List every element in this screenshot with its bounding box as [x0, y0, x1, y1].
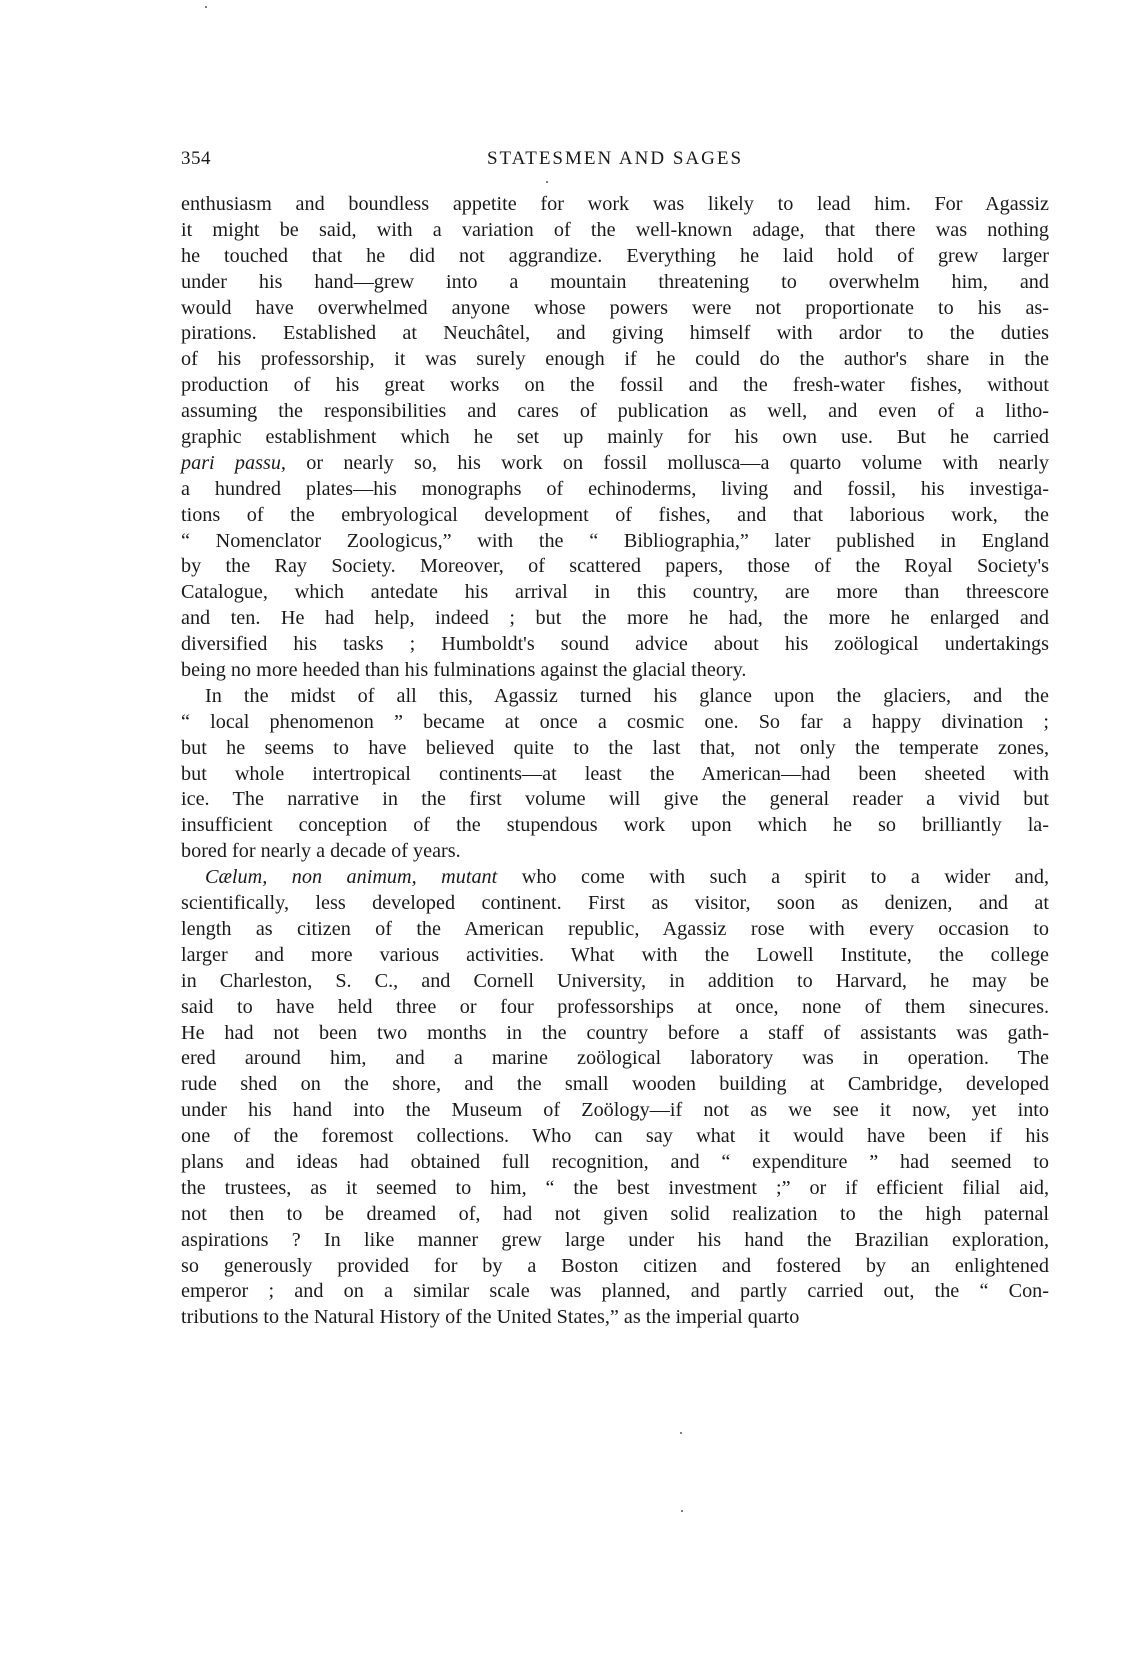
paragraph [181, 865, 1049, 1331]
text-line [181, 1124, 1049, 1150]
line-text: of his professorship, it was surely enough if he could do the author's share in the [181, 348, 1049, 371]
line-text: plans and ideas had obtained full recognition, and “ expenditure ” had seemed to [181, 1150, 1049, 1173]
text-line [181, 425, 1049, 451]
page-header [181, 148, 1049, 178]
line-text: who come with such a spirit to a wider and, [497, 866, 1049, 889]
line-text: rude shed on the shore, and the small wooden building at Cambridge, developed [181, 1073, 1049, 1096]
text-line [181, 192, 1049, 218]
line-text: under his hand into the Museum of Zoölogy—if not as we see it now, yet into [181, 1099, 1049, 1122]
line-text: “ Nomenclator Zoologicus,” with the “ Bibliographia,” later published in England [181, 529, 1049, 552]
text-line [181, 451, 1049, 477]
line-text: one of the foremost collections. Who can say what it would have been if his [181, 1125, 1049, 1148]
line-text: tributions to the Natural History of the United States,” as the imperial quarto [181, 1306, 800, 1329]
text-line [181, 684, 1049, 710]
line-text: a hundred plates—his monographs of echinoderms, living and fossil, his investiga- [181, 477, 1049, 500]
text-line [181, 1254, 1049, 1280]
text-line [181, 399, 1049, 425]
line-text: “ local phenomenon ” became at once a cosmic one. So far a happy divination ; [181, 710, 1049, 733]
text-line [181, 373, 1049, 399]
text-line [181, 1072, 1049, 1098]
text-line [181, 1150, 1049, 1176]
printer-mark [205, 6, 207, 8]
line-text: said to have held three or four professorships at once, none of them sinecures. [181, 995, 1049, 1018]
line-text: being no more heeded than his fulminations against the glacial theory. [181, 659, 747, 682]
line-text: tions of the embryological development of fishes, and that laborious work, the [181, 503, 1049, 526]
text-line [181, 580, 1049, 606]
line-text: aspirations ? In like manner grew large under his hand the Brazilian exploration, [181, 1228, 1049, 1251]
line-text: bored for nearly a decade of years. [181, 840, 461, 863]
line-text: emperor ; and on a similar scale was planned, and partly carried out, the “ Con- [181, 1280, 1049, 1303]
text-line [181, 1098, 1049, 1124]
text-line [181, 1046, 1049, 1072]
text-line [181, 969, 1049, 995]
text-line [181, 632, 1049, 658]
line-text: He had not been two months in the country before a staff of assistants was gath- [181, 1021, 1049, 1044]
line-text: Catalogue, which antedate his arrival in this country, are more than threescore [181, 581, 1049, 604]
line-text: length as citizen of the American republic, Agassiz rose with every occasion to [181, 917, 1049, 940]
line-text: ice. The narrative in the first volume will give the general reader a vivid but [181, 788, 1049, 811]
paragraph [181, 192, 1049, 684]
line-text: In the midst of all this, Agassiz turned his glance upon the glaciers, and the [205, 684, 1049, 707]
text-line [181, 321, 1049, 347]
paragraph [181, 684, 1049, 865]
line-text: it might be said, with a variation of the well-known adage, that there was nothing [181, 218, 1049, 241]
line-text: or nearly so, his work on fossil mollusca—a quarto volume with nearly [285, 451, 1049, 474]
text-line [181, 347, 1049, 373]
text-line [181, 787, 1049, 813]
line-text: but he seems to have believed quite to the last that, not only the temperate zones, [181, 736, 1049, 759]
printer-mark [546, 181, 548, 183]
body-text [181, 192, 1049, 1331]
text-line [181, 554, 1049, 580]
line-text: by the Ray Society. Moreover, of scattered papers, those of the Royal Society's [181, 555, 1049, 578]
text-line [181, 995, 1049, 1021]
line-text: production of his great works on the fossil and the fresh-water fishes, without [181, 374, 1049, 397]
text-line [181, 736, 1049, 762]
text-line [181, 839, 1049, 865]
line-text: in Charleston, S. C., and Cornell University, in addition to Harvard, he may be [181, 969, 1049, 992]
text-line [181, 813, 1049, 839]
line-text: under his hand—grew into a mountain threatening to overwhelm him, and [181, 270, 1049, 293]
text-line [181, 943, 1049, 969]
text-line [181, 606, 1049, 632]
line-text: graphic establishment which he set up mainly for his own use. But he carried [181, 426, 1049, 449]
text-line [181, 917, 1049, 943]
line-text: ered around him, and a marine zoölogical laboratory was in operation. The [181, 1047, 1049, 1070]
text-line [181, 762, 1049, 788]
line-text: larger and more various activities. What with the Lowell Institute, the college [181, 943, 1049, 966]
text-line [181, 865, 1049, 891]
text-line [181, 503, 1049, 529]
text-line [181, 891, 1049, 917]
italic-phrase: Cælum, non animum, mutant [205, 866, 498, 889]
text-line [181, 658, 1049, 684]
line-text: enthusiasm and boundless appetite for work was likely to lead him. For Agassiz [181, 193, 1049, 215]
text-line [181, 710, 1049, 736]
line-text: not then to be dreamed of, had not given solid realization to the high paternal [181, 1202, 1049, 1225]
line-text: scientifically, less developed continent. First as visitor, soon as denizen, and at [181, 892, 1049, 915]
text-line [181, 244, 1049, 270]
text-line [181, 1176, 1049, 1202]
line-text: diversified his tasks ; Humboldt's sound advice about his zoölogical undertakings [181, 633, 1049, 656]
text-line [181, 1021, 1049, 1047]
text-line [181, 1305, 1049, 1331]
text-line [181, 477, 1049, 503]
text-line [181, 1279, 1049, 1305]
page-number: 354 [181, 148, 211, 169]
line-text: so generously provided for by a Boston citizen and fostered by an enlightened [181, 1254, 1049, 1277]
line-text: insufficient conception of the stupendous work upon which he so brilliantly la- [181, 814, 1049, 837]
text-line [181, 296, 1049, 322]
line-text: pirations. Established at Neuchâtel, and giving himself with ardor to the duties [181, 322, 1049, 345]
line-text: and ten. He had help, indeed ; but the more he had, the more he enlarged and [181, 607, 1049, 630]
line-text: assuming the responsibilities and cares of publication as well, and even of a litho- [181, 400, 1049, 423]
printer-mark [681, 1510, 683, 1512]
line-text: the trustees, as it seemed to him, “ the best investment ;” or if efficient filial aid, [181, 1176, 1049, 1199]
text-line [181, 218, 1049, 244]
line-text: would have overwhelmed anyone whose powers were not proportionate to his as- [181, 296, 1049, 319]
italic-phrase: pari passu, [181, 451, 286, 474]
line-text: but whole intertropical continents—at least the American—had been sheeted with [181, 762, 1049, 785]
text-line [181, 529, 1049, 555]
printer-mark [680, 1432, 682, 1434]
text-line [181, 1202, 1049, 1228]
running-head: STATESMEN AND SAGES [486, 148, 744, 169]
line-text: he touched that he did not aggrandize. Everything he laid hold of grew larger [181, 244, 1049, 267]
text-line [181, 1228, 1049, 1254]
text-line [181, 270, 1049, 296]
